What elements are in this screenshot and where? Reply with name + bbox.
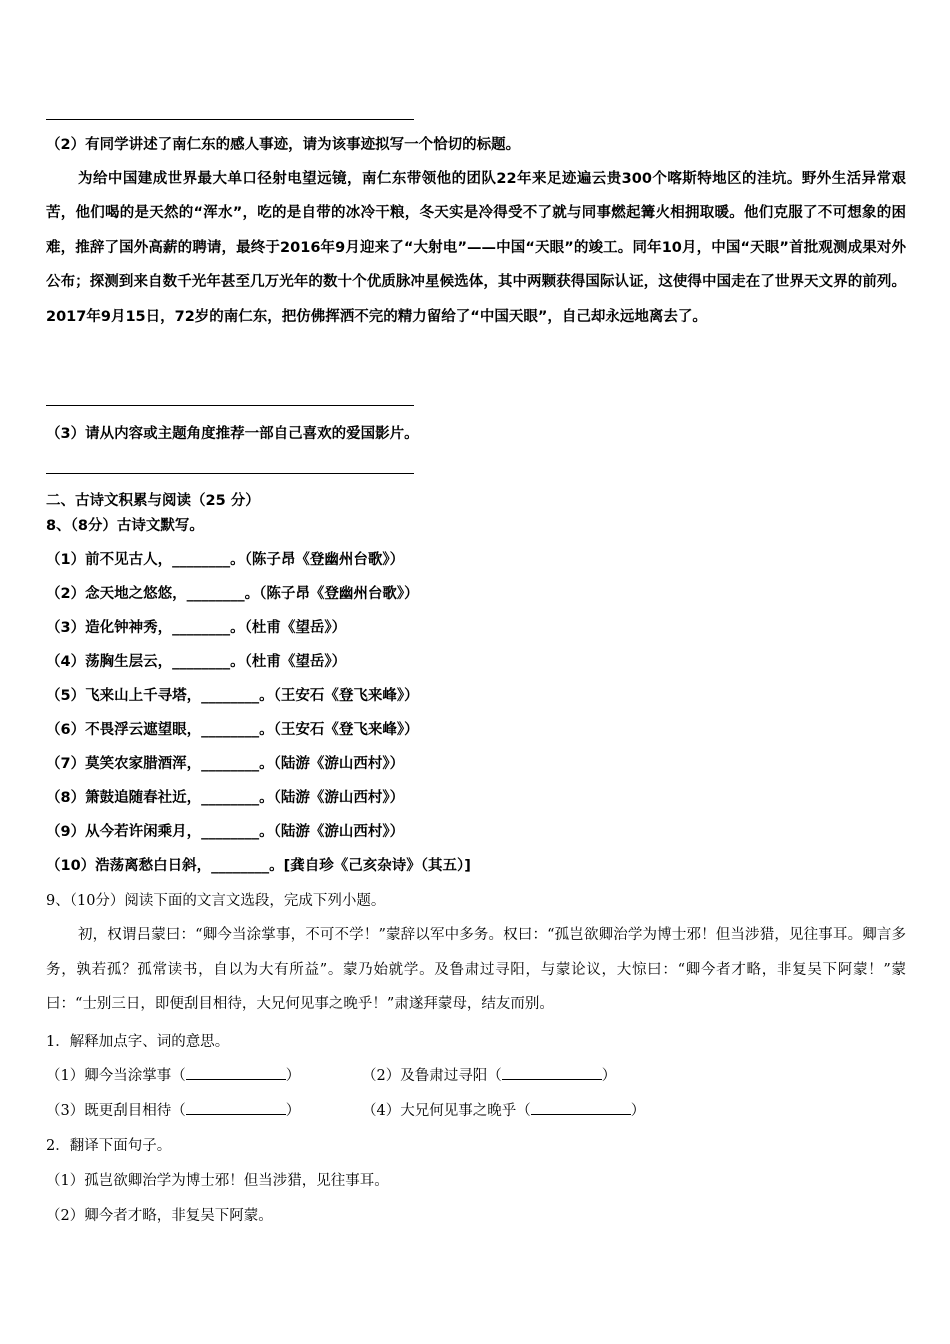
item-text: （1）卿今当涂掌事（ (46, 1068, 186, 1084)
answer-blank[interactable] (502, 1079, 602, 1080)
q8-item: （8）箫鼓追随春社近，________。（陆游《游山西村》） (46, 790, 405, 806)
answer-blank[interactable] (186, 1079, 286, 1080)
q9-part1-title: 1．解释加点字、词的意思。 (46, 1034, 230, 1050)
item-suffix: ） (285, 1068, 301, 1084)
q9-part2-item: （1）孤岂欲卿治学为博士邪！但当涉猎，见往事耳。 (46, 1173, 389, 1189)
q8-title: 8、（8分）古诗文默写。 (46, 518, 204, 534)
q9-part2-title: 2．翻译下面句子。 (46, 1138, 172, 1154)
q8-item: （10）浩荡离愁白日斜，________。[龚自珍《己亥杂诗》（其五）] (46, 858, 471, 874)
q7-sub3-prompt: （3）请从内容或主题角度推荐一部自己喜欢的爱国影片。 (46, 426, 419, 442)
q9-passage: 初，权谓吕蒙曰：“卿今当涂掌事，不可不学！”蒙辞以军中多务。权曰：“孤岂欲卿治学为博士邪！但当涉猎，见往事耳。卿言多务，孰若孤？孤常读书，自以为大有所益”。蒙乃始就学。及鲁肃过寻阳，与蒙论议，大惊曰：“卿今者才略，非复吴下阿蒙！”蒙曰：“士别三日，即便刮目相待，大兄何见事之晚乎！”肃遂拜蒙母，结友而别。 (46, 927, 906, 1012)
answer-line[interactable] (46, 405, 414, 406)
q8-item: （6）不畏浮云遮望眼，________。（王安石《登飞来峰》） (46, 722, 419, 738)
item-text: （4）大兄何见事之晚乎（ (362, 1103, 531, 1119)
q9-part1-item (362, 1067, 616, 1085)
q9-part1-item (362, 1102, 645, 1120)
q8-item: （7）莫笑农家腊酒浑，________。（陆游《游山西村》） (46, 756, 405, 772)
answer-blank[interactable] (531, 1114, 631, 1115)
q9-title: 9、（10分）阅读下面的文言文选段，完成下列小题。 (46, 893, 386, 909)
q8-item: （1）前不见古人，________。（陈子昂《登幽州台歌》） (46, 552, 405, 568)
answer-blank[interactable] (186, 1114, 286, 1115)
q8-item: （5）飞来山上千寻塔，________。（王安石《登飞来峰》） (46, 688, 419, 704)
item-suffix: ） (285, 1103, 301, 1119)
item-text: （3）既更刮目相待（ (46, 1103, 186, 1119)
q9-part1-item (46, 1102, 300, 1120)
q7-sub2-prompt: （2）有同学讲述了南仁东的感人事迹，请为该事迹拟写一个恰切的标题。 (46, 137, 521, 153)
answer-line[interactable] (46, 473, 414, 474)
q8-item: （3）造化钟神秀，________。（杜甫《望岳》） (46, 620, 347, 636)
item-text: （2）及鲁肃过寻阳（ (362, 1068, 502, 1084)
q8-item: （4）荡胸生层云，________。（杜甫《望岳》） (46, 654, 347, 670)
q8-item: （9）从今若许闲乘月，________。（陆游《游山西村》） (46, 824, 405, 840)
q9-part2-item: （2）卿今者才略，非复吴下阿蒙。 (46, 1208, 273, 1224)
item-suffix: ） (630, 1103, 646, 1119)
answer-line[interactable] (46, 119, 414, 120)
section-heading: 二、古诗文积累与阅读（25 分） (46, 493, 260, 509)
q8-item: （2）念天地之悠悠，________。（陈子昂《登幽州台歌》） (46, 586, 419, 602)
item-suffix: ） (601, 1068, 617, 1084)
q9-part1-item (46, 1067, 300, 1085)
q7-sub2-passage: 为给中国建成世界最大单口径射电望远镜，南仁东带领他的团队22年来足迹遍云贵300个喀斯特地区的洼坑。野外生活异常艰苦，他们喝的是天然的“浑水”，吃的是自带的冰冷干粮，冬天实是冷得受不了就与同事燃起篝火相拥取暖。他们克服了不可想象的困难，推辞了国外高薪的聘请，最终于2016年9月迎来了“大射电”——中国“天眼”的竣工。同年10月，中国“天眼”首批观测成果对外公布；探测到来自数千光年甚至几万光年的数十个优质脉冲星候选体，其中两颗获得国际认证，这使得中国走在了世界天文界的前列。2017年9月15日，72岁的南仁东，把仿佛挥洒不完的精力留给了“中国天眼”，自己却永远地离去了。 (46, 171, 906, 325)
